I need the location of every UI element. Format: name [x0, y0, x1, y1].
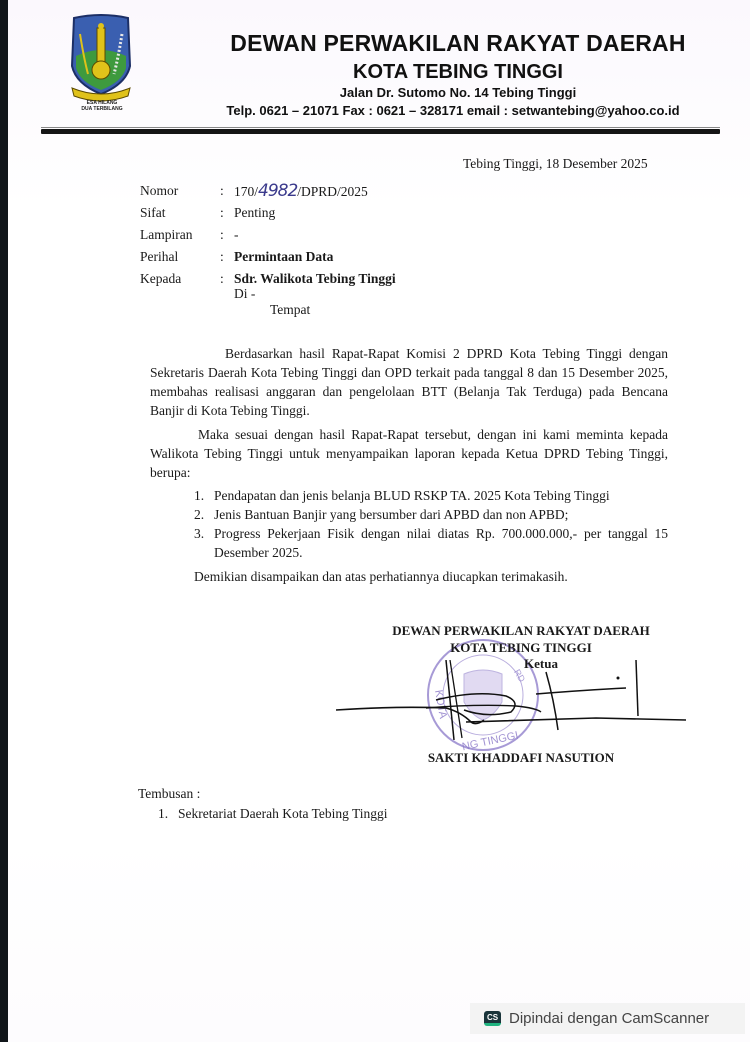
letterhead-divider — [41, 129, 720, 134]
letterhead-address: Jalan Dr. Sutomo No. 14 Tebing Tinggi — [339, 85, 577, 100]
camscanner-text: Dipindai dengan CamScanner — [509, 1010, 710, 1027]
meta-row-lampiran: Lampiran : - — [140, 227, 239, 242]
request-list — [194, 486, 668, 562]
svg-text:RD: RD — [512, 667, 528, 684]
meta-row-perihal: Perihal : Permintaan Data — [140, 249, 334, 264]
logo-motto: ESA HILANG DUA TERBILANG — [81, 100, 123, 112]
letterhead-subtitle: KOTA TEBING TINGGI — [353, 61, 563, 83]
meta-row-kepada: Kepada : Sdr. Walikota Tebing Tinggi — [140, 271, 396, 286]
city-emblem-logo — [68, 14, 134, 110]
signatory-role: Ketua — [524, 656, 558, 671]
letterhead-divider-thin — [41, 127, 720, 128]
tembusan-item: 1. Sekretariat Daerah Kota Tebing Tinggi — [158, 806, 388, 821]
svg-text:KOTA: KOTA — [432, 688, 449, 720]
tembusan-label: Tembusan : — [138, 786, 201, 801]
signature-organization: DEWAN PERWAKILAN RAKYAT DAERAH KOTA TEBING TINGGI — [392, 623, 650, 655]
handwritten-number: 4982 — [258, 181, 298, 201]
meta-row-nomor: Nomor : 170/4982/DPRD/2025 — [140, 181, 368, 201]
letter-page — [8, 0, 750, 1042]
list-item: 2. Jenis Bantuan Banjir yang bersumber dari APBD dan non APBD; — [194, 507, 569, 522]
letter-metadata — [140, 180, 396, 290]
list-item: 3. Progress Pekerjaan Fisik dengan nilai diatas Rp. 700.000.000,- per tanggal 15 Desember 2025. — [194, 526, 668, 560]
scan-edge-strip — [0, 0, 8, 1042]
body-paragraph-2: Maka sesuai dengan hasil Rapat-Rapat tersebut, dengan ini kami meminta kepada Walikota Tebing Tinggi untuk menyampaikan laporan kepada Ketua DPRD Tebing Tinggi, berupa: — [150, 427, 668, 480]
list-item: 1. Pendapatan dan jenis belanja BLUD RSKP TA. 2025 Kota Tebing Tinggi — [194, 488, 610, 503]
letter-number: 170/4982/DPRD/2025 — [234, 181, 368, 201]
signatory-name: SAKTI KHADDAFI NASUTION — [427, 750, 615, 765]
recipient-location-prefix: Di - — [234, 286, 256, 301]
svg-text:NG TINGGI: NG TINGGI — [461, 729, 520, 754]
handwritten-signature — [336, 660, 686, 740]
letter-date: Tebing Tinggi, 18 Desember 2025 — [463, 156, 648, 171]
letterhead-title: DEWAN PERWAKILAN RAKYAT DAERAH — [230, 30, 686, 56]
camscanner-icon: CS — [484, 1011, 501, 1026]
meta-row-sifat: Sifat : Penting — [140, 205, 276, 220]
letterhead-contact: Telp. 0621 – 21071 Fax : 0621 – 328171 email : setwantebing@yahoo.co.id — [226, 103, 680, 118]
recipient-location: Tempat — [270, 302, 311, 317]
camscanner-watermark — [470, 1003, 745, 1034]
closing-sentence: Demikian disampaikan dan atas perhatiannya diucapkan terimakasih. — [194, 569, 568, 584]
body-paragraph-1: Berdasarkan hasil Rapat-Rapat Komisi 2 DPRD Kota Tebing Tinggi dengan Sekretaris Daerah Kota Tebing Tinggi dan OPD terkait pada tanggal 8 dan 15 Desember 2025, membahas realisasi anggaran dan pengelolaan BTT (Belanja Tak Terduga) pada Bencana Banjir di Kota Tebing Tinggi. — [150, 346, 668, 418]
